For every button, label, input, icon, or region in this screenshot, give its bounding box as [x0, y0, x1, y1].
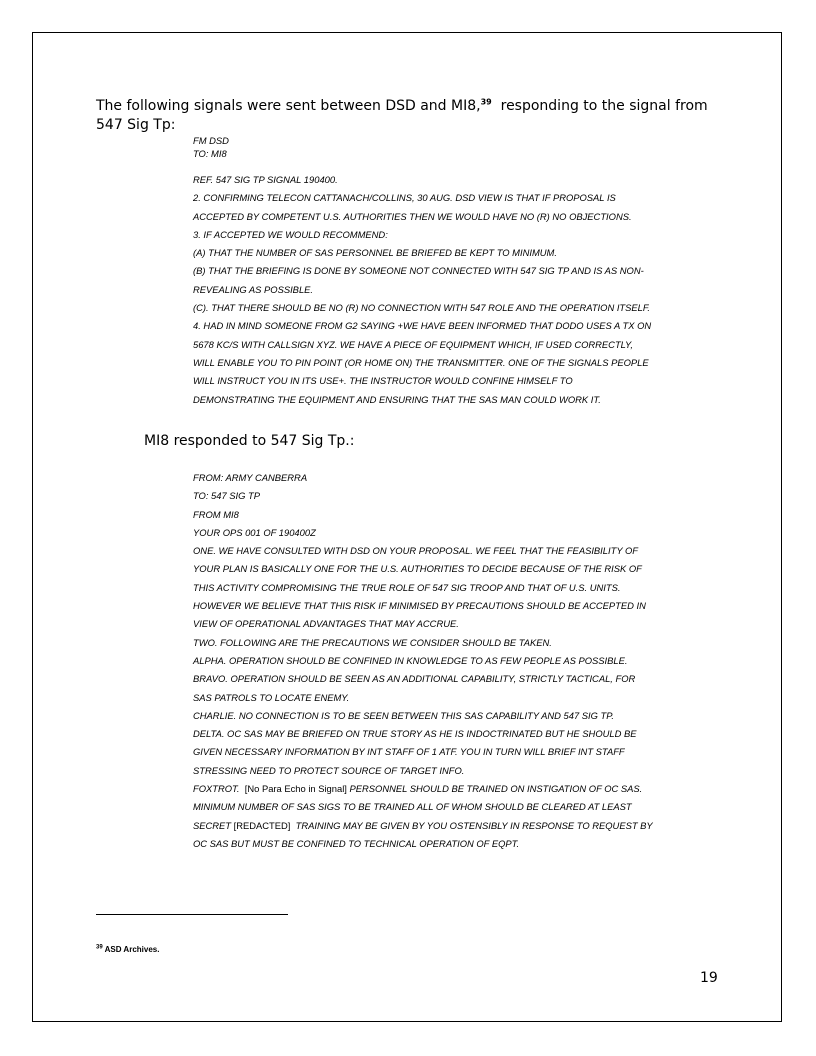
- signal-line: STRESSING NEED TO PROTECT SOURCE OF TARGET INFO.: [193, 764, 465, 776]
- signal-line: 3. IF ACCEPTED WE WOULD RECOMMEND:: [193, 228, 388, 240]
- signal-line-foxtrot: [193, 780, 733, 798]
- footnote-reference: 39: [480, 97, 492, 107]
- signal-line: WILL INSTRUCT YOU IN ITS USE+. THE INSTRUCTOR WOULD CONFINE HIMSELF TO: [193, 375, 573, 387]
- foxtrot-rest: PERSONNEL SHOULD BE TRAINED ON INSTIGATION OF OC SAS.: [346, 783, 643, 795]
- signal-line: TO: 547 SIG TP: [193, 490, 261, 502]
- signal-line: FM DSD: [193, 135, 229, 146]
- signal-line: WILL ENABLE YOU TO PIN POINT (OR HOME ON) THE TRANSMITTER. ONE OF THE SIGNALS PEOPLE: [193, 356, 649, 368]
- signal-line: MINIMUM NUMBER OF SAS SIGS TO BE TRAINED ALL OF WHOM SHOULD BE CLEARED AT LEAST: [193, 801, 632, 813]
- signal-line: ACCEPTED BY COMPETENT U.S. AUTHORITIES THEN WE WOULD HAVE NO (R) NO OBJECTIONS.: [193, 210, 632, 222]
- signal-line: (C). THAT THERE SHOULD BE NO (R) NO CONNECTION WITH 547 ROLE AND THE OPERATION ITSELF.: [193, 302, 650, 314]
- signal-1-body: [193, 171, 733, 409]
- signal-line: BRAVO. OPERATION SHOULD BE SEEN AS AN ADDITIONAL CAPABILITY, STRICTLY TACTICAL, FOR: [193, 673, 636, 685]
- signal-line: GIVEN NECESSARY INFORMATION BY INT STAFF OF 1 ATF. YOU IN TURN WILL BRIEF INT STAFF: [193, 746, 625, 758]
- foxtrot-lead: FOXTROT.: [193, 783, 245, 795]
- signal-line: (A) THAT THE NUMBER OF SAS PERSONNEL BE BRIEFED BE KEPT TO MINIMUM.: [193, 247, 557, 259]
- editorial-bracket-note: [No Para Echo in Signal]: [244, 783, 347, 795]
- intro-text: The following signals were sent between DSD and MI8,: [96, 98, 481, 114]
- signal-line: CHARLIE. NO CONNECTION IS TO BE SEEN BETWEEN THIS SAS CAPABILITY AND 547 SIG TP.: [193, 709, 614, 721]
- footnote: [96, 945, 159, 954]
- signal-line: TWO. FOLLOWING ARE THE PRECAUTIONS WE CONSIDER SHOULD BE TAKEN.: [193, 636, 552, 648]
- signal-line: SAS PATROLS TO LOCATE ENEMY.: [193, 691, 350, 703]
- signal-line: FROM: ARMY CANBERRA: [193, 472, 308, 483]
- footnote-text: ASD Archives.: [102, 945, 160, 954]
- signal-line: THIS ACTIVITY COMPROMISING THE TRUE ROLE OF 547 SIG TROOP AND THAT OF U.S. UNITS.: [193, 581, 621, 593]
- signal-line: ONE. WE HAVE CONSULTED WITH DSD ON YOUR PROPOSAL. WE FEEL THAT THE FEASIBILITY OF: [193, 545, 639, 557]
- page-number: 19: [700, 970, 718, 986]
- signal-line: OC SAS BUT MUST BE CONFINED TO TECHNICAL OPERATION OF EQPT.: [193, 837, 520, 849]
- signal-line: YOUR PLAN IS BASICALLY ONE FOR THE U.S. AUTHORITIES TO DECIDE BECAUSE OF THE RISK OF: [193, 563, 642, 575]
- intro-text-continued: responding to the signal from 547 Sig Tp:: [96, 98, 713, 133]
- signal-line-secret: [193, 817, 733, 835]
- signal-line: DEMONSTRATING THE EQUIPMENT AND ENSURING THAT THE SAS MAN COULD WORK IT.: [193, 393, 601, 405]
- signal-line: HOWEVER WE BELIEVE THAT THIS RISK IF MINIMISED BY PRECAUTIONS SHOULD BE ACCEPTED IN: [193, 600, 646, 612]
- intro-paragraph: [96, 97, 726, 135]
- signal-line: DELTA. OC SAS MAY BE BRIEFED ON TRUE STORY AS HE IS INDOCTRINATED BUT HE SHOULD BE: [193, 728, 637, 740]
- signal-line: VIEW OF OPERATIONAL ADVANTAGES THAT MAY ACCRUE.: [193, 618, 459, 630]
- signal-1-header: [193, 134, 733, 160]
- secret-rest: TRAINING MAY BE GIVEN BY YOU OSTENSIBLY IN RESPONSE TO REQUEST BY: [290, 819, 653, 831]
- footnote-separator: [96, 914, 288, 915]
- signal-line: (B) THAT THE BRIEFING IS DONE BY SOMEONE NOT CONNECTED WITH 547 SIG TP AND IS AS NON-: [193, 265, 644, 277]
- signal-line: YOUR OPS 001 OF 190400Z: [193, 526, 316, 538]
- footnote-number: 39: [96, 944, 103, 951]
- signal-line: FROM MI8: [193, 508, 239, 520]
- redacted-marker: [REDACTED]: [233, 819, 291, 831]
- signal-line: 4. HAD IN MIND SOMEONE FROM G2 SAYING +WE HAVE BEEN INFORMED THAT DODO USES A TX ON: [193, 320, 652, 332]
- signal-line: ALPHA. OPERATION SHOULD BE CONFINED IN KNOWLEDGE TO AS FEW PEOPLE AS POSSIBLE.: [193, 654, 628, 666]
- secret-lead: SECRET: [193, 819, 234, 831]
- signal-line: 2. CONFIRMING TELECON CATTANACH/COLLINS, 30 AUG. DSD VIEW IS THAT IF PROPOSAL IS: [193, 192, 616, 204]
- signal-line: REVEALING AS POSSIBLE.: [193, 283, 314, 295]
- signal-line: REF. 547 SIG TP SIGNAL 190400.: [193, 174, 338, 185]
- section-subheading: MI8 responded to 547 Sig Tp.:: [144, 433, 355, 449]
- signal-2-body: [193, 469, 733, 853]
- signal-line: TO: MI8: [193, 148, 227, 159]
- signal-line: 5678 KC/S WITH CALLSIGN XYZ. WE HAVE A PIECE OF EQUIPMENT WHICH, IF USED CORRECTLY,: [193, 338, 634, 350]
